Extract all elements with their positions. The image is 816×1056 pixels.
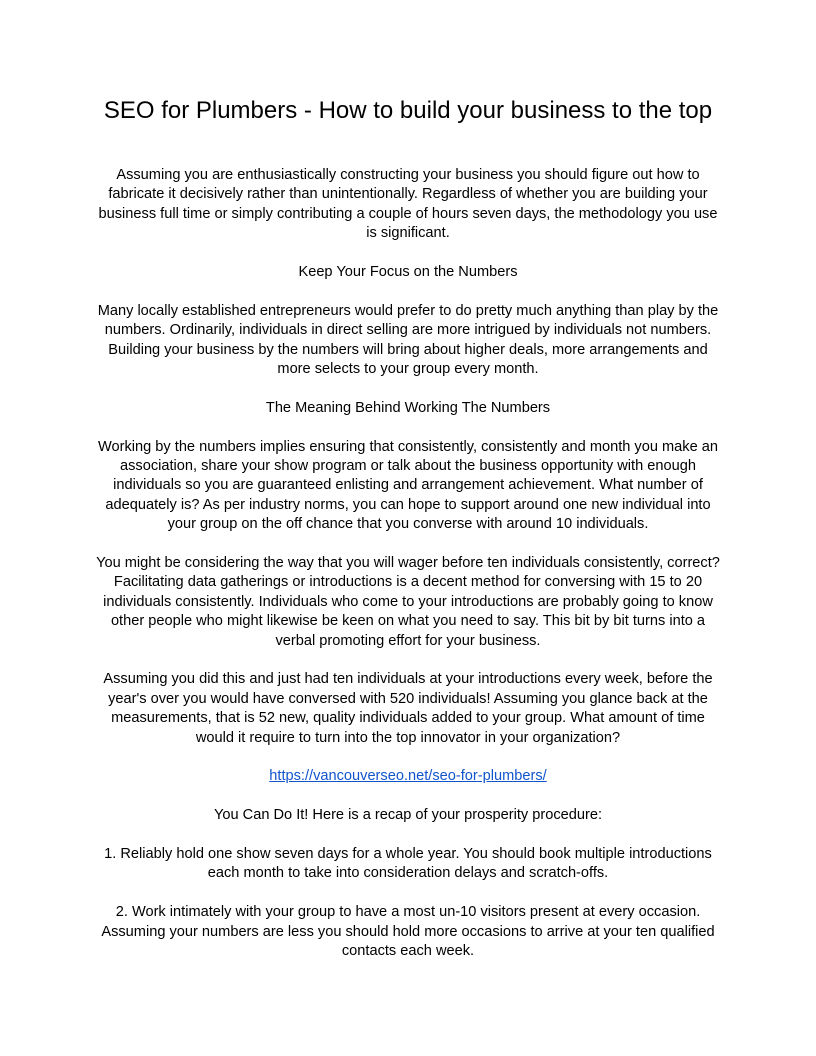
link-paragraph: [96, 767, 720, 786]
focus-paragraph: Many locally established entrepreneurs would prefer to do pretty much anything than play by the numbers. Ordinarily, individuals in direct selling are more intrigued by individuals not numbers. Building your business by the numbers will bring about higher deals, more arrangements and more selects to your group every month.: [97, 302, 719, 378]
meaning-paragraph: Working by the numbers implies ensuring that consistently, consistently and month you make an association, share your show program or talk about the business opportunity with enough individuals so you are guaranteed enlisting and arrangement achievement. What number of adequately is? As per industry norms, you can hope to support around one new individual into your group on the off chance that you converse with around 10 individuals.: [97, 438, 718, 533]
intro-paragraph: Assuming you are enthusiastically constructing your business you should figure out how to fabricate it decisively rather than unintentionally. Regardless of whether you are building your business full time or simply contributing a couple of hours seven days, the methodology you use is significant.: [98, 167, 718, 242]
section-heading-meaning: The Meaning Behind Working The Numbers: [265, 399, 551, 416]
document-title: SEO for Plumbers - How to build your business to the top: [103, 97, 713, 124]
section-heading-focus: Keep Your Focus on the Numbers: [298, 264, 518, 281]
recap-step-2: 2. Work intimately with your group to have a most un-10 visitors present at every occasion. Assuming your numbers are less you should hold more occasions to arrive at your ten qualified contacts each week.: [101, 904, 715, 960]
recap-heading: You Can Do It! Here is a recap of your prosperity procedure:: [213, 807, 603, 824]
seo-plumbers-link[interactable]: https://vancouverseo.net/seo-for-plumbers/: [269, 768, 547, 785]
results-paragraph: Assuming you did this and just had ten individuals at your introductions every week, before the year's over you would have conversed with 520 individuals! Assuming you glance back at the measurements, that is 52 new, quality individuals added to your group. What amount of time would it require to turn into the top innovator in your organization?: [103, 671, 713, 746]
considering-paragraph: You might be considering the way that you will wager before ten individuals consistently, correct? Facilitating data gatherings or introductions is a decent method for conversing with 15 to 20 individuals consistently. Individuals who come to your introductions are probably going to know other people who might likewise be keen on what you need to say. This bit by bit turns into a verbal promoting effort for your business.: [96, 555, 720, 649]
recap-step-1: 1. Reliably hold one show seven days for a whole year. You should book multiple introductions each month to take into consideration delays and scratch-offs.: [104, 846, 712, 882]
